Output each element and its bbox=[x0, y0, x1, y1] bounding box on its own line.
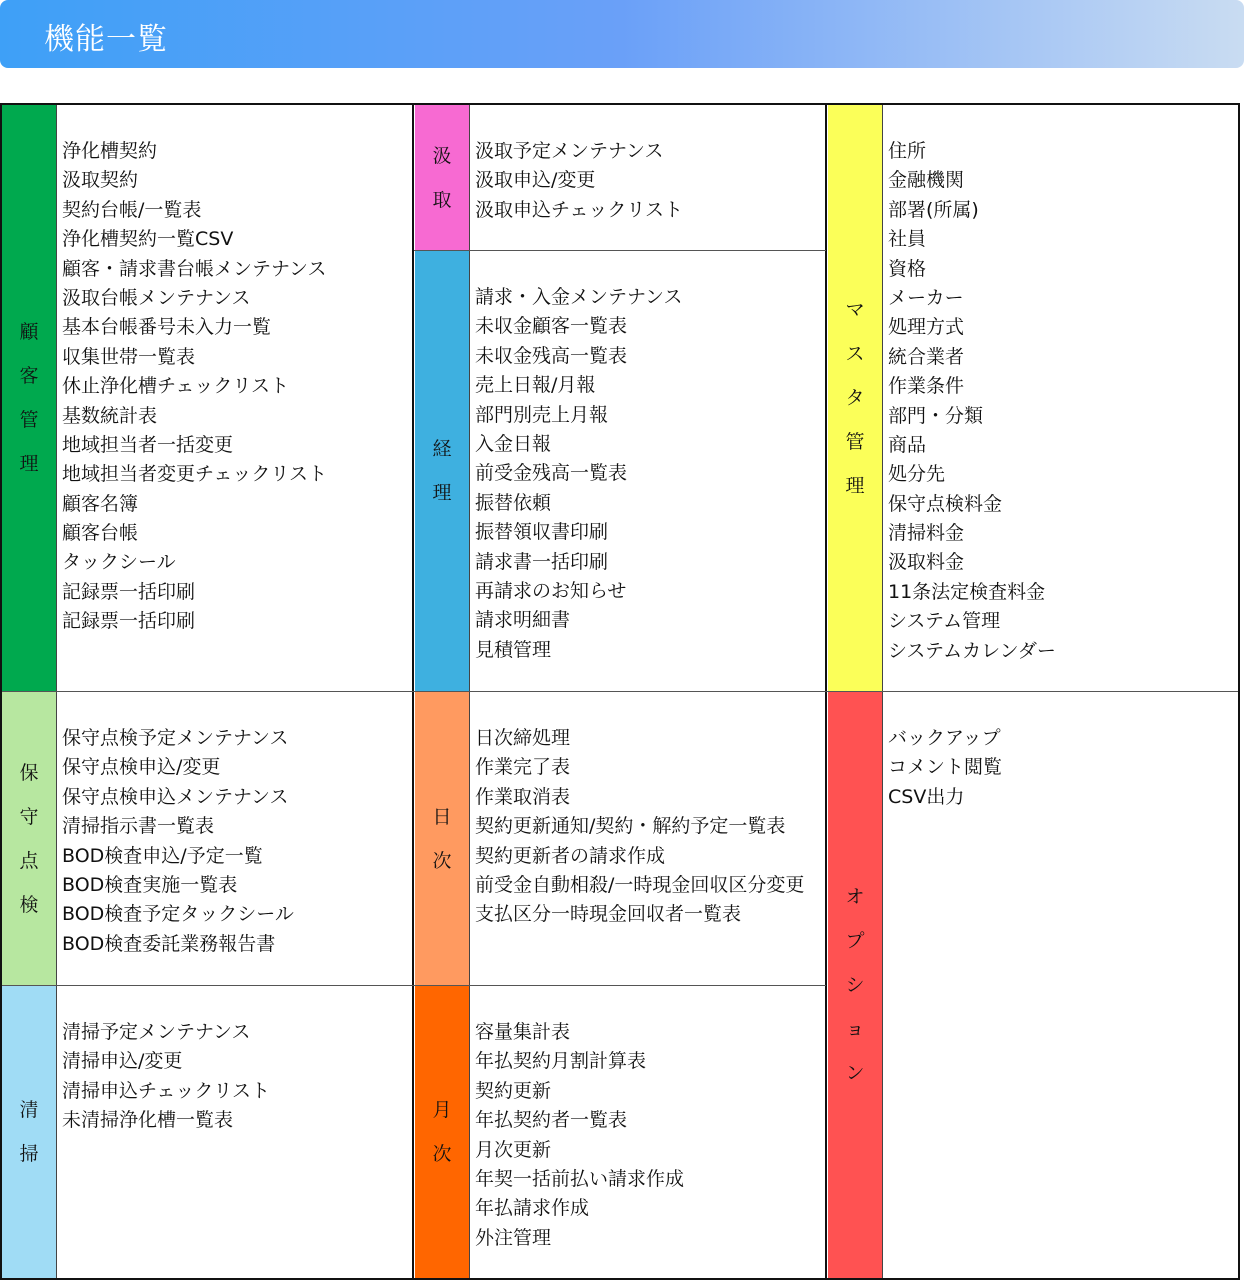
feature-item[interactable]: 支払区分一時現金回収者一覧表 bbox=[475, 903, 742, 926]
feature-item[interactable]: 清掃料金 bbox=[888, 522, 965, 545]
feature-item[interactable]: 部署(所属) bbox=[888, 198, 979, 221]
feature-item[interactable]: システム管理 bbox=[888, 610, 1001, 633]
row-divider bbox=[414, 250, 826, 251]
feature-item[interactable]: 見積管理 bbox=[475, 638, 552, 661]
row-divider bbox=[2, 691, 1238, 692]
feature-item[interactable]: 汲取契約 bbox=[62, 169, 139, 192]
feature-item[interactable]: 未収金残高一覧表 bbox=[475, 344, 628, 367]
feature-item[interactable]: 未清掃浄化槽一覧表 bbox=[62, 1109, 234, 1132]
feature-item[interactable]: BOD検査予定タックシール bbox=[62, 903, 294, 926]
feature-item[interactable]: 汲取台帳メンテナンス bbox=[62, 286, 251, 309]
category-label-char: 経 bbox=[432, 438, 452, 460]
category-label-char: 理 bbox=[845, 475, 865, 497]
category-label-char: ョ bbox=[845, 1018, 865, 1040]
feature-item[interactable]: 保守点検予定メンテナンス bbox=[62, 727, 289, 749]
feature-item[interactable]: 清掃指示書一覧表 bbox=[62, 815, 215, 838]
feature-item[interactable]: BOD検査申込/予定一覧 bbox=[62, 844, 263, 867]
feature-item[interactable]: 清掃申込/変更 bbox=[62, 1050, 183, 1073]
category-label bbox=[2, 986, 57, 1278]
feature-item[interactable]: 売上日報/月報 bbox=[475, 374, 596, 397]
feature-item[interactable]: 年契一括前払い請求作成 bbox=[475, 1167, 685, 1190]
category-label-char: 管 bbox=[845, 431, 865, 453]
feature-item[interactable]: 基数統計表 bbox=[62, 404, 158, 427]
category-label-char: 客 bbox=[19, 365, 39, 387]
feature-item[interactable]: 契約更新通知/契約・解約予定一覧表 bbox=[475, 815, 786, 838]
feature-item[interactable]: 清掃予定メンテナンス bbox=[62, 1021, 251, 1043]
feature-item[interactable]: 年払契約者一覧表 bbox=[475, 1109, 628, 1132]
category-label-char: 検 bbox=[19, 893, 39, 916]
title-bar bbox=[0, 0, 1244, 68]
feature-item[interactable]: 前受金残高一覧表 bbox=[475, 462, 628, 485]
category-label bbox=[828, 692, 883, 1278]
category-label-char: 月 bbox=[432, 1099, 452, 1121]
feature-item[interactable]: 外注管理 bbox=[475, 1226, 552, 1249]
category-label-char: 掃 bbox=[19, 1143, 39, 1165]
feature-item[interactable]: 処理方式 bbox=[888, 316, 965, 339]
feature-item[interactable]: 年払請求作成 bbox=[475, 1197, 590, 1220]
feature-list bbox=[475, 986, 826, 1253]
category-label-char: 次 bbox=[432, 849, 452, 872]
feature-item[interactable]: 汲取申込/変更 bbox=[475, 169, 596, 192]
category-label-char: 次 bbox=[432, 1143, 452, 1165]
feature-item[interactable]: 顧客台帳 bbox=[62, 522, 139, 545]
category-label-char: 点 bbox=[19, 849, 39, 872]
feature-item[interactable]: 未収金顧客一覧表 bbox=[475, 315, 628, 338]
feature-item[interactable]: 保守点検料金 bbox=[888, 492, 1003, 515]
feature-item[interactable]: システムカレンダー bbox=[888, 639, 1056, 662]
feature-item[interactable]: BOD検査委託業務報告書 bbox=[62, 932, 276, 955]
feature-item[interactable]: 記録票一括印刷 bbox=[62, 610, 196, 633]
section-customer-management bbox=[2, 105, 413, 691]
category-label-char: タ bbox=[845, 387, 865, 409]
category-label-char: 保 bbox=[19, 761, 39, 784]
section-collection bbox=[415, 105, 826, 250]
feature-item[interactable]: 地域担当者一括変更 bbox=[62, 433, 234, 456]
feature-item[interactable]: 顧客名簿 bbox=[62, 492, 139, 515]
feature-list bbox=[475, 251, 826, 665]
section-accounting bbox=[415, 251, 826, 691]
feature-item[interactable]: 容量集計表 bbox=[475, 1021, 571, 1043]
category-label-char: 取 bbox=[432, 188, 452, 211]
feature-item[interactable]: 入金日報 bbox=[475, 432, 552, 455]
section-option bbox=[828, 692, 1238, 1278]
feature-item[interactable]: 住所 bbox=[888, 140, 927, 162]
feature-item[interactable]: 浄化槽契約一覧CSV bbox=[62, 228, 234, 251]
category-label bbox=[2, 692, 57, 985]
feature-item[interactable]: 振替依頼 bbox=[475, 491, 552, 514]
feature-item[interactable]: 振替領収書印刷 bbox=[475, 521, 609, 544]
section-monthly bbox=[415, 986, 826, 1278]
feature-item[interactable]: 保守点検申込メンテナンス bbox=[62, 785, 289, 808]
section-master-management bbox=[828, 105, 1238, 691]
feature-item[interactable]: 記録票一括印刷 bbox=[62, 580, 196, 603]
feature-list bbox=[888, 105, 1238, 666]
feature-item[interactable]: 浄化槽契約 bbox=[62, 140, 158, 162]
feature-item[interactable]: メーカー bbox=[888, 286, 964, 309]
feature-item[interactable]: 社員 bbox=[888, 228, 927, 251]
feature-item[interactable]: 休止浄化槽チェックリスト bbox=[62, 375, 290, 398]
feature-item[interactable]: 契約更新 bbox=[475, 1079, 552, 1102]
category-label-char: 清 bbox=[19, 1099, 39, 1121]
category-label-char: 理 bbox=[19, 453, 39, 475]
feature-item[interactable]: 請求・入金メンテナンス bbox=[475, 286, 683, 308]
category-label bbox=[2, 105, 57, 691]
feature-item[interactable]: 清掃申込チェックリスト bbox=[62, 1079, 271, 1102]
feature-item[interactable]: 部門別売上月報 bbox=[475, 403, 609, 426]
feature-item[interactable]: 収集世帯一覧表 bbox=[62, 345, 196, 368]
feature-item[interactable]: 金融機関 bbox=[888, 169, 965, 192]
feature-list bbox=[475, 692, 826, 930]
feature-list bbox=[888, 692, 1238, 812]
category-label-char: シ bbox=[845, 974, 865, 996]
feature-item[interactable]: 再請求のお知らせ bbox=[475, 579, 627, 602]
feature-item[interactable]: 保守点検申込/変更 bbox=[62, 756, 221, 779]
feature-item[interactable]: BOD検査実施一覧表 bbox=[62, 873, 238, 896]
section-cleaning bbox=[2, 986, 413, 1278]
feature-item[interactable]: バックアップ bbox=[888, 727, 1001, 749]
feature-item[interactable]: 汲取申込チェックリスト bbox=[475, 198, 684, 221]
category-label-char: オ bbox=[845, 886, 865, 908]
feature-item[interactable]: 部門・分類 bbox=[888, 404, 984, 427]
feature-item[interactable]: 作業条件 bbox=[888, 375, 965, 398]
category-label-char: ス bbox=[845, 343, 865, 365]
feature-item[interactable]: 日次締処理 bbox=[475, 727, 571, 749]
feature-item[interactable]: 契約更新者の請求作成 bbox=[475, 844, 666, 867]
section-daily bbox=[415, 692, 826, 985]
category-label-char: 守 bbox=[19, 805, 39, 828]
feature-item[interactable]: CSV出力 bbox=[888, 785, 965, 808]
category-label bbox=[828, 105, 883, 691]
feature-item[interactable]: 処分先 bbox=[888, 463, 946, 486]
category-label-char: マ bbox=[845, 299, 865, 321]
feature-list bbox=[475, 105, 826, 225]
feature-list bbox=[62, 105, 413, 637]
feature-item[interactable]: 年払契約月割計算表 bbox=[475, 1050, 647, 1073]
feature-item[interactable]: 作業完了表 bbox=[475, 756, 571, 779]
feature-item[interactable]: 基本台帳番号未入力一覧 bbox=[62, 316, 272, 339]
feature-item[interactable]: 11条法定検査料金 bbox=[888, 580, 1046, 603]
category-label bbox=[415, 986, 470, 1278]
category-label-char: 顧 bbox=[19, 321, 39, 343]
feature-item[interactable]: コメント閲覧 bbox=[888, 756, 1003, 779]
feature-item[interactable]: 作業取消表 bbox=[475, 785, 571, 808]
feature-item[interactable]: 請求明細書 bbox=[475, 609, 571, 632]
feature-item[interactable]: 統合業者 bbox=[888, 345, 965, 368]
feature-item[interactable]: 汲取予定メンテナンス bbox=[475, 140, 664, 162]
category-label bbox=[415, 692, 470, 985]
feature-item[interactable]: 契約台帳/一覧表 bbox=[62, 198, 202, 221]
page-title: 機能一覧 bbox=[44, 22, 168, 57]
feature-item[interactable]: 顧客・請求書台帳メンテナンス bbox=[62, 257, 327, 280]
feature-list bbox=[62, 692, 413, 959]
category-label-char: 管 bbox=[19, 409, 39, 431]
category-label-char: 日 bbox=[432, 805, 452, 828]
category-label-char: 汲 bbox=[432, 144, 452, 167]
feature-list bbox=[62, 986, 413, 1136]
feature-item[interactable]: 請求書一括印刷 bbox=[475, 550, 609, 573]
category-label-char: 理 bbox=[432, 482, 452, 504]
feature-item[interactable]: 資格 bbox=[888, 257, 927, 280]
row-divider bbox=[2, 985, 826, 986]
section-maintenance-inspection bbox=[2, 692, 413, 985]
feature-item[interactable]: タックシール bbox=[62, 551, 176, 574]
feature-item[interactable]: 汲取料金 bbox=[888, 551, 965, 574]
category-label bbox=[415, 251, 470, 691]
feature-item[interactable]: 商品 bbox=[888, 433, 927, 456]
category-label-char: プ bbox=[845, 930, 865, 952]
feature-item[interactable]: 地域担当者変更チェックリスト bbox=[62, 463, 328, 486]
feature-item[interactable]: 前受金自動相殺/一時現金回収区分変更 bbox=[475, 873, 805, 896]
category-label-char: ン bbox=[845, 1062, 865, 1084]
category-label bbox=[415, 105, 470, 250]
feature-item[interactable]: 月次更新 bbox=[475, 1138, 552, 1161]
